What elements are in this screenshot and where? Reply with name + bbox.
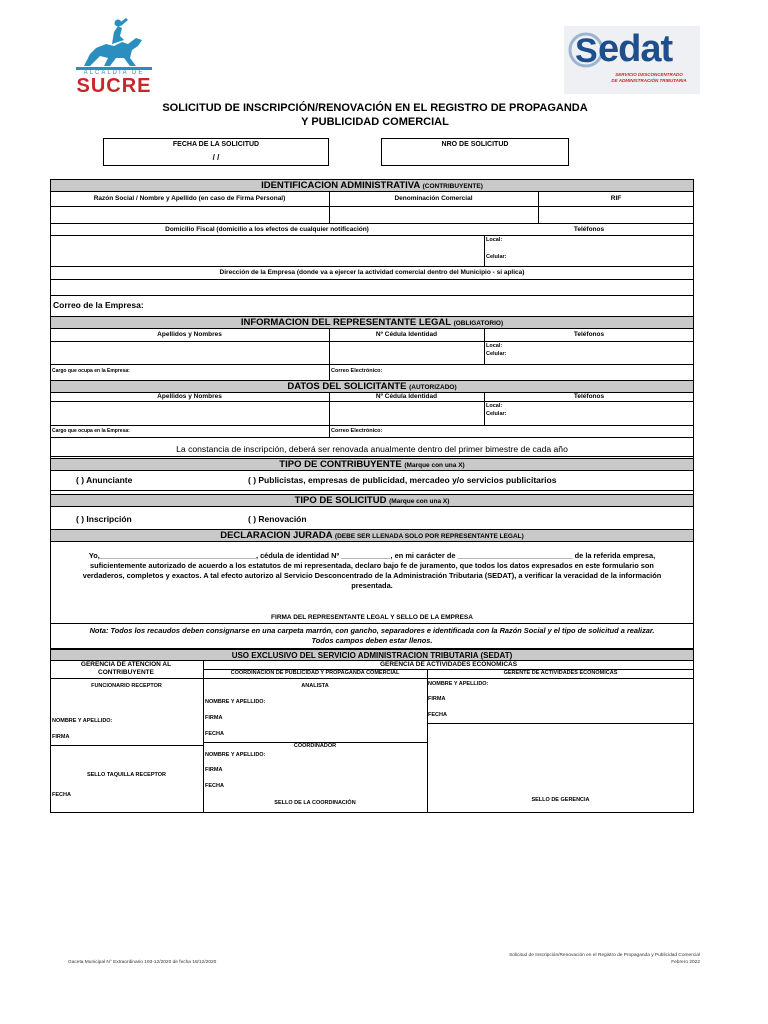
domicilio-input[interactable] bbox=[51, 236, 483, 265]
sol-apellidos-label: Apellidos y Nombres bbox=[157, 393, 222, 400]
firma-representante-label: FIRMA DEL REPRESENTANTE LEGAL Y SELLO DE LA EMPRESA bbox=[271, 614, 473, 621]
rep-local-label: Local: bbox=[486, 343, 503, 349]
rep-apellidos-input[interactable] bbox=[51, 342, 328, 363]
col1-firma-label: FIRMA bbox=[52, 734, 70, 740]
nro-solicitud-label: NRO DE SOLICITUD bbox=[441, 141, 509, 148]
analista-fecha-label: FECHA bbox=[205, 731, 224, 737]
col1-fecha-label: FECHA bbox=[52, 792, 71, 798]
gerente-fecha-label: FECHA bbox=[428, 712, 447, 718]
page-title-line1: SOLICITUD DE INSCRIPCIÓN/RENOVACIÓN EN EL REGISTRO DE PROPAGANDA bbox=[162, 102, 588, 114]
correo-empresa-label: Correo de la Empresa: bbox=[53, 300, 144, 310]
sol-cedula-input[interactable] bbox=[330, 402, 483, 424]
declaracion-line2: suficientemente autorizado de acuerdo a los estatutos de mi representada, declaro bajo fe de juramento, que todos los datos expresados en este formulario son bbox=[90, 561, 654, 570]
page-title-line2: Y PUBLICIDAD COMERCIAL bbox=[301, 116, 449, 128]
fecha-solicitud-label: FECHA DE LA SOLICITUD bbox=[172, 141, 260, 148]
representante-title: INFORMACION DEL REPRESENTANTE LEGAL bbox=[240, 317, 451, 328]
opt-inscripcion[interactable]: ( ) Inscripción bbox=[76, 514, 132, 524]
correo-empresa-input[interactable] bbox=[150, 298, 690, 314]
declaracion-line1: Yo,______________________________________, cédula de identidad Nº ____________, en mi carácter de ____________________________ de la referida empresa, bbox=[88, 551, 656, 560]
direccion-input[interactable] bbox=[51, 280, 693, 294]
sedat-sub-line2: DE ADMINISTRACIÓN TRIBUTARIA bbox=[611, 78, 687, 83]
representante-subtitle: (OBLIGATORIO) bbox=[453, 320, 504, 327]
domicilio-label: Domicilio Fiscal (domicilio a los efectos de cualquier notificación) bbox=[165, 226, 369, 233]
sedat-wordmark: edat bbox=[598, 28, 673, 70]
rep-telefonos-label: Teléfonos bbox=[573, 331, 605, 338]
fecha-solicitud-value: / / bbox=[212, 153, 220, 162]
tipo-solicitud-title: TIPO DE SOLICITUD bbox=[294, 495, 387, 506]
gerente-label: GERENTE DE ACTIVIDADES ECONÓMICAS bbox=[503, 670, 618, 676]
denominacion-input[interactable] bbox=[330, 207, 537, 222]
solicitante-subtitle: (AUTORIZADO) bbox=[409, 384, 457, 391]
sedat-logo bbox=[564, 26, 700, 94]
rep-cargo-label: Cargo que ocupa en la Empresa: bbox=[52, 368, 130, 374]
coordinacion-label: COORDINACIÓN DE PUBLICIDAD Y PROPAGANDA COMERCIAL bbox=[230, 670, 400, 676]
col1-nombre-label: NOMBRE Y APELLIDO: bbox=[52, 718, 113, 724]
col-razon-social: Razón Social / Nombre y Apellido (en caso de Firma Personal) bbox=[93, 195, 286, 202]
footer-gaceta: Gaceta Municipal N° Extraordinario 193-12/2020 de fecha 18/12/2020 bbox=[68, 960, 217, 965]
analista-nombre-label: NOMBRE Y APELLIDO: bbox=[205, 699, 266, 705]
analista-label: ANALISTA bbox=[301, 683, 329, 689]
nro-solicitud-box[interactable] bbox=[381, 138, 569, 166]
opt-publicistas[interactable]: ( ) Publicistas, empresas de publicidad, mercadeo y/o servicios publicitarios bbox=[248, 475, 557, 485]
coordinador-firma-label: FIRMA bbox=[205, 767, 223, 773]
rif-input[interactable] bbox=[539, 207, 693, 222]
rep-celular-label: Celular: bbox=[486, 351, 507, 357]
tipo-contribuyente-subtitle: (Marque con una X) bbox=[404, 462, 465, 469]
footer-date: Febrero 2022 bbox=[671, 960, 700, 965]
opt-renovacion[interactable]: ( ) Renovación bbox=[248, 514, 307, 524]
sol-correo-label: Correo Electrónico: bbox=[331, 428, 383, 434]
declaracion-header bbox=[50, 529, 694, 542]
solicitante-title: DATOS DEL SOLICITANTE bbox=[287, 381, 407, 392]
sol-local-label: Local: bbox=[486, 403, 503, 409]
rep-correo-label: Correo Electrónico: bbox=[331, 368, 383, 374]
nota-line2: Todos campos deben estar llenos. bbox=[311, 636, 433, 645]
sello-gerencia-label: SELLO DE GERENCIA bbox=[531, 797, 590, 803]
razon-social-input[interactable] bbox=[51, 207, 328, 222]
tipo-solicitud-subtitle: (Marque con una X) bbox=[389, 498, 450, 505]
analista-firma-label: FIRMA bbox=[205, 715, 223, 721]
solicitante-header bbox=[50, 380, 694, 393]
col-denominacion: Denominación Comercial bbox=[394, 195, 473, 202]
domicilio-celular-label: Celular: bbox=[486, 254, 507, 260]
representante-header bbox=[50, 316, 694, 329]
horse-rider-icon bbox=[66, 14, 162, 72]
identificacion-title: IDENTIFICACION ADMINISTRATIVA bbox=[261, 180, 420, 191]
direccion-label: Dirección de la Empresa (donde va a ejercer la actividad comercial dentro del Municipio - si aplica) bbox=[219, 269, 525, 276]
sol-apellidos-input[interactable] bbox=[51, 402, 328, 424]
alcaldia-sucre-logo bbox=[66, 14, 162, 96]
sol-celular-label: Celular: bbox=[486, 411, 507, 417]
coordinador-label: COORDINADOR bbox=[293, 743, 337, 749]
declaracion-subtitle: (DEBE SER LLENADA SOLO POR REPRESENTANTE LEGAL) bbox=[334, 533, 524, 540]
declaracion-title: DECLARACION JURADA bbox=[220, 530, 333, 541]
funcionario-receptor-label: FUNCIONARIO RECEPTOR bbox=[91, 683, 162, 689]
coordinador-nombre-label: NOMBRE Y APELLIDO: bbox=[205, 752, 266, 758]
sucre-wordmark: SUCRE bbox=[76, 75, 152, 97]
tipo-solicitud-header bbox=[50, 494, 694, 507]
tipo-contribuyente-header bbox=[50, 458, 694, 471]
col-rif: RIF bbox=[610, 195, 622, 202]
fecha-solicitud-box[interactable] bbox=[103, 138, 329, 166]
telefonos-label: Teléfonos bbox=[573, 226, 605, 233]
gerencia-atencion-label: GERENCIA DE ATENCIÓN AL CONTRIBUYENTE bbox=[80, 661, 172, 676]
gerente-firma-label: FIRMA bbox=[428, 696, 446, 702]
svg-text:S: S bbox=[575, 32, 598, 70]
opt-anunciante[interactable]: ( ) Anunciante bbox=[76, 475, 133, 485]
sello-taquilla-label: SELLO TAQUILLA RECEPTOR bbox=[86, 772, 167, 778]
constancia-text: La constancia de inscripción, deberá ser renovada anualmente dentro del primer bimestre de cada año bbox=[176, 444, 568, 454]
rep-cedula-input[interactable] bbox=[330, 342, 483, 363]
tipo-contribuyente-title: TIPO DE CONTRIBUYENTE bbox=[279, 459, 402, 470]
uso-exclusivo-header: USO EXCLUSIVO DEL SERVICIO ADMINISTRACION TRIBUTARIA (SEDAT) bbox=[50, 649, 694, 661]
identificacion-header bbox=[50, 179, 694, 192]
sol-cargo-label: Cargo que ocupa en la Empresa: bbox=[52, 428, 130, 434]
domicilio-local-label: Local: bbox=[486, 237, 503, 243]
gerencia-actividades-label: GERENCIA DE ACTIVIDADES ECONÓMICAS bbox=[379, 661, 518, 668]
nota-line1: Nota: Todos los recaudos deben consignarse en una carpeta marrón, con gancho, separadores e identificada con la Razón Social y el tipo de solicitud a realizar. bbox=[89, 626, 655, 635]
footer-doc-title: Solicitud de Inscripción/Renovación en el Registro de Propaganda y Publicidad Comercial bbox=[509, 953, 700, 958]
declaracion-line3: verdaderos, completos y exactos. A tal efecto autorizo al Servicio Desconcentrado de la Administración Tributaria (SEDAT), a verificar la veracidad de la información bbox=[82, 571, 662, 580]
sedat-sub-line1: SERVICIO DESCONCENTRADO bbox=[615, 72, 683, 77]
declaracion-line4: presentada. bbox=[351, 581, 393, 590]
coordinador-fecha-label: FECHA bbox=[205, 783, 224, 789]
sol-telefonos-label: Teléfonos bbox=[573, 393, 605, 400]
rep-apellidos-label: Apellidos y Nombres bbox=[157, 331, 222, 338]
sol-cedula-label: Nº Cédula Identidad bbox=[375, 393, 438, 400]
gerente-nombre-label: NOMBRE Y APELLIDO: bbox=[428, 681, 489, 687]
sello-coordinacion-label: SELLO DE LA COORDINACIÓN bbox=[274, 800, 356, 806]
alcaldia-caption: ALCALDÍA DE bbox=[83, 70, 145, 76]
rep-cedula-label: Nº Cédula Identidad bbox=[375, 331, 438, 338]
identificacion-subtitle: (CONTRIBUYENTE) bbox=[422, 183, 483, 190]
